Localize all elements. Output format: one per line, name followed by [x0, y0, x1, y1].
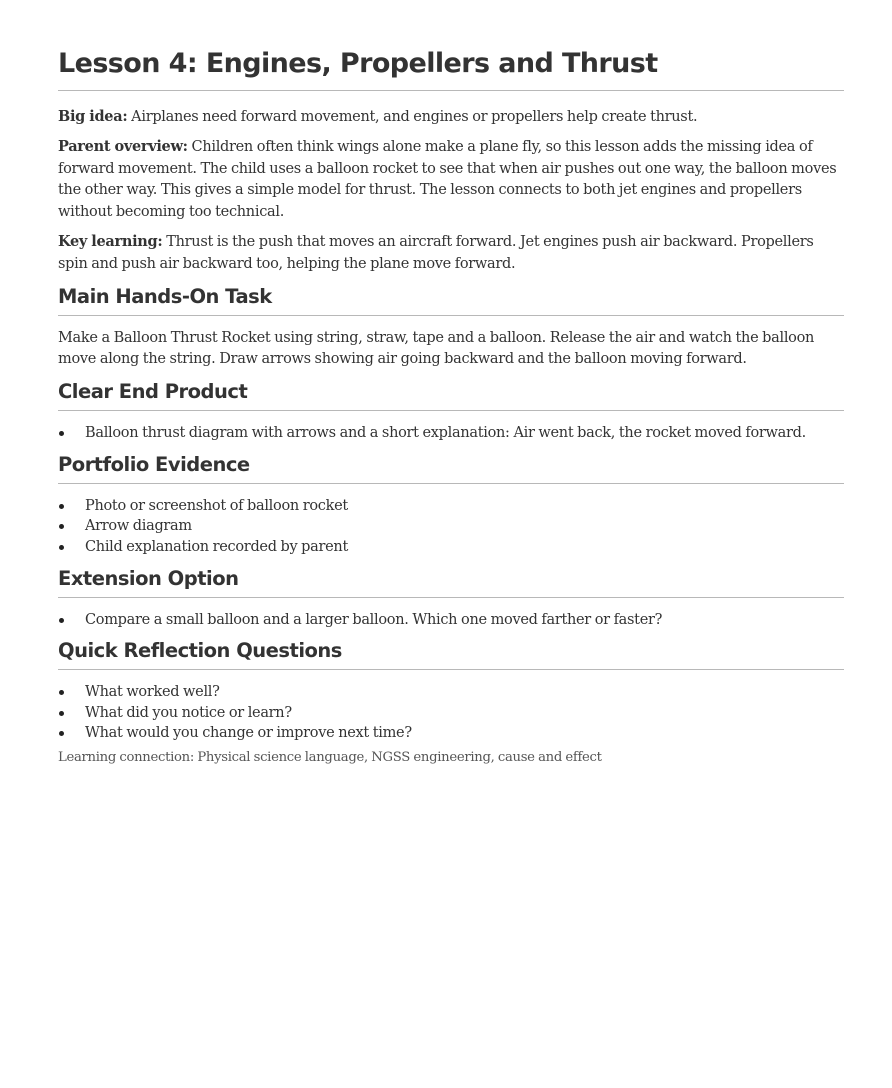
- big-idea-paragraph: [58, 106, 844, 129]
- key-learning-text: Thrust is the push that moves an aircraft forward. Jet engines push air backward. Propellers spin and push air backward too, helping the plane move forward.: [58, 233, 814, 272]
- big-idea-text: Airplanes need forward movement, and engines or propellers help create thrust.: [127, 109, 698, 125]
- main-task-text: Make a Balloon Thrust Rocket using string, straw, tape and a balloon. Release the air and watch the balloon move along the string. Draw arrows showing air going backward and the balloon moving forward.: [58, 329, 815, 368]
- end-product-heading: Clear End Product: [58, 379, 844, 411]
- portfolio-heading: Portfolio Evidence: [58, 452, 844, 484]
- main-task-heading: Main Hands-On Task: [58, 284, 844, 316]
- end-product-list: [58, 423, 844, 444]
- bullet-icon: [59, 690, 64, 695]
- learning-connection-note: Learning connection: Physical science language, NGSS engineering, cause and effect: [58, 749, 602, 765]
- reflection-list: [58, 682, 844, 744]
- parent-overview-paragraph: [58, 136, 844, 224]
- parent-overview-label: Parent overview:: [58, 137, 188, 155]
- list-item-text: Photo or screenshot of balloon rocket: [85, 497, 348, 514]
- bullet-icon: [59, 431, 64, 436]
- list-item: [58, 610, 844, 631]
- list-item: [58, 423, 844, 444]
- bullet-icon: [59, 711, 64, 716]
- list-item: [58, 516, 844, 537]
- bullet-icon: [59, 524, 64, 529]
- list-item: [58, 496, 844, 517]
- bullet-icon: [59, 731, 64, 736]
- list-item-text: Compare a small balloon and a larger balloon. Which one moved farther or faster?: [85, 611, 663, 628]
- extension-list: [58, 610, 844, 631]
- page-title: Lesson 4: Engines, Propellers and Thrust: [58, 44, 844, 91]
- list-item-text: Child explanation recorded by parent: [85, 538, 348, 555]
- list-item-text: Arrow diagram: [85, 518, 192, 535]
- list-item-text: Balloon thrust diagram with arrows and a short explanation: Air went back, the rocket moved forward.: [85, 425, 806, 442]
- list-item: [58, 723, 844, 744]
- reflection-heading: Quick Reflection Questions: [58, 638, 844, 670]
- extension-heading: Extension Option: [58, 566, 844, 598]
- key-learning-label: Key learning:: [58, 232, 163, 250]
- list-item-text: What did you notice or learn?: [85, 704, 292, 721]
- bullet-icon: [59, 545, 64, 550]
- list-item-text: What worked well?: [85, 684, 220, 701]
- list-item-text: What would you change or improve next time?: [85, 725, 412, 742]
- bullet-icon: [59, 504, 64, 509]
- portfolio-list: [58, 496, 844, 558]
- lesson-document: [58, 44, 844, 768]
- bullet-icon: [59, 618, 64, 623]
- parent-overview-text: Children often think wings alone make a plane fly, so this lesson adds the missing idea of forward movement. The child uses a balloon rocket to see that when air pushes out one way, the balloon moves the other way. This gives a simple model for thrust. The lesson connects to both jet engines and propellers without becoming too technical.: [58, 138, 837, 221]
- list-item: [58, 537, 844, 558]
- list-item: [58, 682, 844, 703]
- list-item: [58, 703, 844, 724]
- big-idea-label: Big idea:: [58, 108, 128, 125]
- key-learning-paragraph: [58, 231, 844, 276]
